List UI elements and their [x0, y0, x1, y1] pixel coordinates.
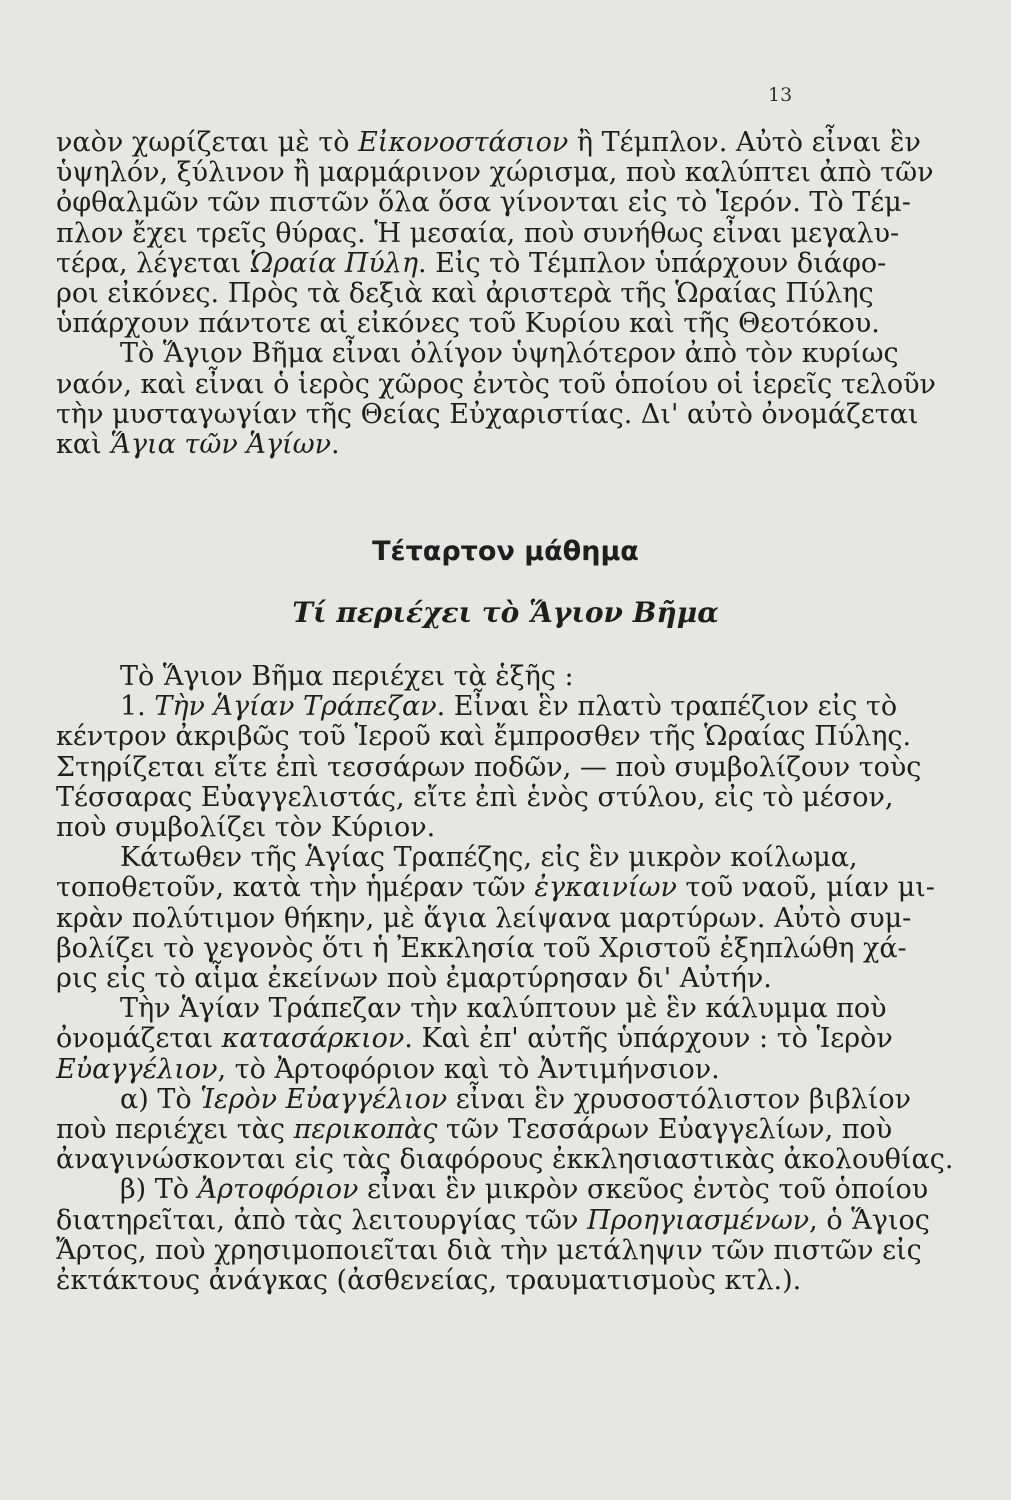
line-text: πλον ἔχει τρεῖς θύρας. Ἡ μεσαία, ποὺ συνήθως εἶναι μεγαλυ- — [56, 217, 900, 249]
text-line — [56, 1234, 922, 1266]
italic-term: Τὴν Ἁγίαν Τράπεζαν — [154, 691, 437, 723]
line-text: ροι εἰκόνες. Πρὸς τὰ δεξιὰ καὶ ἀριστερὰ τῆς Ὡραίας Πύλης — [56, 278, 874, 310]
line-text: . Καὶ ἐπ' αὐτῆς ὑπάρχουν : τὸ Ἱερὸν — [404, 1023, 893, 1055]
lesson-title: Τέταρτον μάθημα — [372, 536, 639, 567]
text-line — [56, 247, 887, 279]
text-line — [56, 278, 874, 310]
italic-term: Εὐαγγέλιον — [56, 1053, 218, 1085]
italic-term: περικοπὰς — [293, 1114, 438, 1146]
text-line — [56, 338, 899, 370]
line-text: . Εἶναι ἓν πλατὺ τραπέζιον εἰς τὸ — [436, 691, 898, 723]
line-text: , ὁ Ἅγιος — [809, 1204, 930, 1236]
lesson-subtitle: Τί περιέχει τὸ Ἅγιον Βῆμα — [292, 596, 719, 629]
italic-term: Εἰκονοστάσιον — [358, 127, 569, 158]
text-line — [56, 781, 894, 813]
line-text: ναόν, καὶ εἶναι ὁ ἱερὸς χῶρος ἐντὸς τοῦ ὁποίου οἱ ἱερεῖς τελοῦν — [56, 368, 936, 400]
line-text: τέρα, λέγεται — [56, 247, 250, 279]
italic-term: ἐγκαινίων — [534, 872, 677, 904]
line-text: εἶναι ἓν μικρὸν σκεῦος ἐντὸς τοῦ ὁποίου — [358, 1174, 929, 1206]
line-text: ὑψηλόν, ξύλινον ἢ μαρμάρινον χώρισμα, ποὺ καλύπτει ἀπὸ τῶν — [56, 157, 934, 189]
line-text: βολίζει τὸ γεγονὸς ὅτι ἡ Ἐκκλησία τοῦ Χριστοῦ ἐξηπλώθη χά- — [56, 932, 907, 964]
italic-term: κατασάρκιον — [221, 1023, 405, 1055]
line-text: Τὸ Ἅγιον Βῆμα περιέχει τὰ ἑξῆς : — [120, 661, 574, 692]
line-text: ρις εἰς τὸ αἷμα ἐκείνων ποὺ ἐμαρτύρησαν δι' Αὐτήν. — [56, 963, 772, 995]
text-line — [56, 721, 912, 753]
text-line — [56, 127, 921, 158]
line-text: β) Τὸ — [120, 1174, 198, 1206]
text-line — [56, 932, 907, 964]
text-line — [56, 1083, 912, 1115]
lesson-body — [56, 661, 954, 1297]
text-line — [56, 157, 934, 189]
line-text: Στηρίζεται εἴτε ἐπὶ τεσσάρων ποδῶν, — ποὺ συμβολίζουν τοὺς — [56, 751, 922, 783]
line-text: Τὸ Ἅγιον Βῆμα εἶναι ὀλίγον ὑψηλότερον ἀπὸ τὸν κυρίως — [120, 338, 899, 370]
line-text: α) Τὸ — [120, 1083, 201, 1115]
text-line — [56, 993, 887, 1025]
line-text: ἀναγινώσκονται εἰς τὰς διαφόρους ἐκκλησιαστικὰς ἀκολουθίας. — [56, 1144, 954, 1176]
text-line — [56, 662, 846, 692]
italic-term: Ἅγια τῶν Ἁγίων — [110, 429, 332, 461]
line-text: ὀφθαλμῶν τῶν πιστῶν ὅλα ὅσα γίνονται εἰς τὸ Ἱερόν. Τὸ Τέμ- — [56, 187, 911, 219]
line-text: τοποθετοῦν, κατὰ τὴν ἡμέραν τῶν — [56, 872, 535, 904]
text-line — [56, 308, 880, 340]
italic-term: Ὡραία Πύλη — [249, 247, 419, 279]
text-line — [56, 187, 911, 219]
text-line — [56, 1055, 846, 1085]
line-text: 1. — [120, 691, 155, 723]
text-line — [56, 691, 898, 723]
text-line — [56, 1144, 954, 1176]
opening-paragraphs — [56, 127, 936, 461]
italic-term: Ἱερὸν Εὐαγγέλιον — [200, 1083, 448, 1115]
line-text: κέντρον ἀκριβῶς τοῦ Ἱεροῦ καὶ ἔμπροσθεν τῆς Ὡραίας Πύλης. — [56, 721, 912, 753]
line-text: Τέσσαρας Εὐαγγελιστάς, εἴτε ἐπὶ ἑνὸς στύλου, εἰς τὸ μέσον, — [56, 781, 894, 813]
line-text: Ἄρτος, ποὺ χρησιμοποιεῖται διὰ τὴν μετάληψιν τῶν πιστῶν εἰς — [56, 1234, 922, 1266]
line-text: . — [331, 429, 340, 461]
text-line — [56, 1174, 929, 1206]
line-text: καὶ — [56, 429, 111, 461]
line-text: Τὴν Ἁγίαν Τράπεζαν τὴν καλύπτουν μὲ ἓν κάλυμμα ποὺ — [120, 993, 887, 1025]
text-line — [56, 751, 922, 783]
line-text: ποὺ συμβολίζει τὸν Κύριον. — [56, 812, 436, 844]
text-line — [56, 1204, 930, 1236]
text-line — [56, 902, 912, 934]
text-line — [56, 217, 900, 249]
line-text: ποὺ περιέχει τὰς — [56, 1114, 294, 1146]
text-line — [56, 398, 919, 430]
text-line — [56, 813, 846, 843]
italic-term: Ἀρτοφόριον — [197, 1174, 359, 1206]
line-text: εἶναι ἓν χρυσοστόλιστον βιβλίον — [447, 1083, 912, 1115]
line-text: ἢ Τέμπλον. Αὐτὸ εἶναι ἓν — [568, 127, 921, 158]
text-line — [56, 964, 846, 994]
line-text: τοῦ ναοῦ, μίαν μι- — [676, 872, 935, 904]
text-line — [56, 368, 936, 400]
line-text: ἐκτάκτους ἀνάγκας (ἀσθενείας, τραυματισμοὺς κτλ.). — [56, 1265, 802, 1297]
line-text: ὑπάρχουν πάντοτε αἱ εἰκόνες τοῦ Κυρίου καὶ τῆς Θεοτόκου. — [56, 308, 880, 340]
text-line — [56, 430, 846, 460]
line-text: , τὸ Ἀρτοφόριον καὶ τὸ Ἀντιμήνσιον. — [217, 1053, 720, 1085]
text-line — [56, 842, 858, 874]
text-line — [56, 1114, 893, 1146]
line-text: κρὰν πολύτιμον θήκην, μὲ ἅγια λείψανα μαρτύρων. Αὐτὸ συμ- — [56, 902, 912, 934]
line-text: Κάτωθεν τῆς Ἁγίας Τραπέζης, εἰς ἓν μικρὸν κοίλωμα, — [120, 842, 858, 874]
page-number: 13 — [768, 84, 793, 106]
line-text: ὀνομάζεται — [56, 1023, 222, 1055]
line-text: τῶν Τεσσάρων Εὐαγγελίων, ποὺ — [437, 1114, 893, 1146]
text-line — [56, 1023, 893, 1055]
line-text: ναὸν χωρίζεται μὲ τὸ — [56, 127, 359, 158]
text-line — [56, 1266, 846, 1296]
italic-term: Προηγιασμένων — [587, 1204, 810, 1236]
text-line — [56, 872, 935, 904]
line-text: . Εἰς τὸ Τέμπλον ὑπάρχουν διάφο- — [418, 247, 887, 279]
line-text: τὴν μυσταγωγίαν τῆς Θείας Εὐχαριστίας. Δι' αὐτὸ ὀνομάζεται — [56, 398, 919, 430]
line-text: διατηρεῖται, ἀπὸ τὰς λειτουργίας τῶν — [56, 1204, 588, 1236]
